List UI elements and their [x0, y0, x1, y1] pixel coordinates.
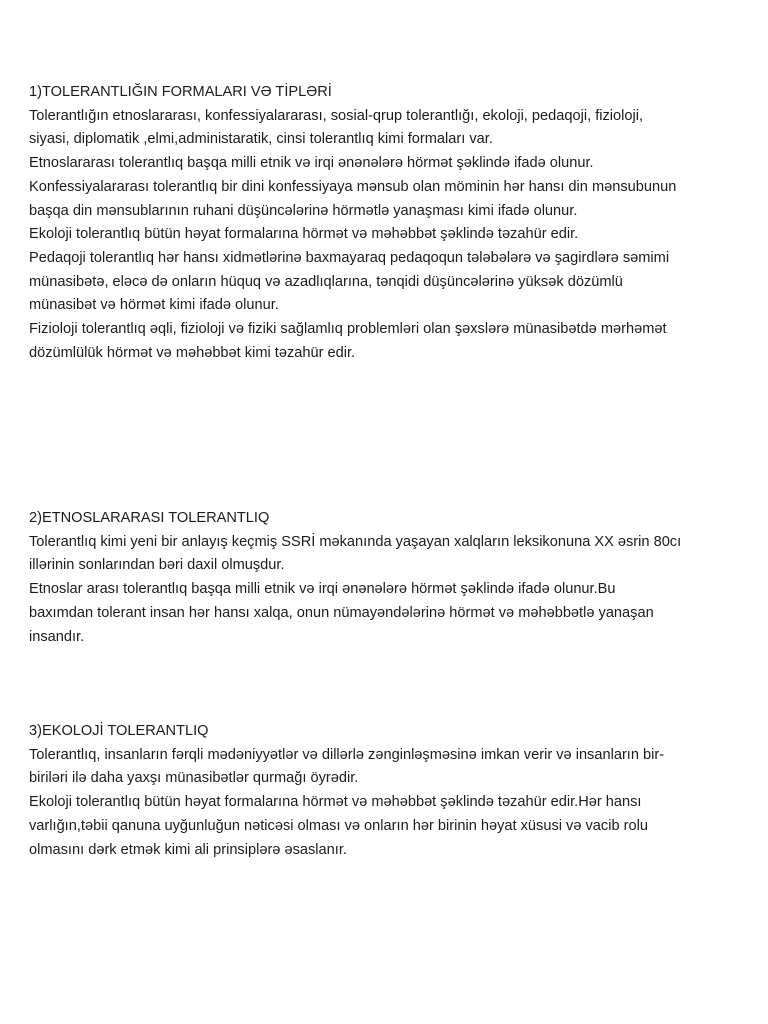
- paragraph-line: siyasi, diplomatik ,elmi,administaratik, cinsi tolerantlıq kimi formaları var.: [29, 131, 493, 148]
- paragraph-line: insandır.: [29, 628, 85, 645]
- section-ecological-tolerance: [29, 720, 744, 862]
- paragraph-line: münasibətə, eləcə də onların hüquq və azadlıqlarına, tənqidi düşüncələrinə yüksək dözümlü: [29, 273, 623, 290]
- section-heading: 3)EKOLOJİ TOLERANTLIQ: [29, 723, 209, 739]
- paragraph-line: Tolerantlıq kimi yeni bir anlayış keçmiş SSRİ məkanında yaşayan xalqların leksikonuna XX əsrin 80cı: [29, 533, 682, 550]
- paragraph-line: baxımdan tolerant insan hər hansı xalqa, onun nümayəndələrinə hörmət və məhəbbətlə yanaşan: [29, 604, 654, 621]
- paragraph-line: dözümlülük hörmət və məhəbbət kimi təzahür edir.: [29, 344, 356, 361]
- section-heading: 1)TOLERANTLIĞIN FORMALARI VƏ TİPLƏRİ: [29, 84, 332, 100]
- paragraph-line: Tolerantlığın etnoslararası, konfessiyalararası, sosial-qrup tolerantlığı, ekoloji, pedaqoji, fizioloji,: [29, 107, 644, 124]
- paragraph-line: başqa din mənsublarının ruhani düşüncələrinə hörmətlə yanaşması kimi ifadə olunur.: [29, 202, 578, 219]
- paragraph-line: Etnoslararası tolerantlıq başqa milli etnik və irqi ənənələrə hörmət şəklində ifadə olunur.: [29, 155, 594, 172]
- paragraph-line: Fizioloji tolerantlıq əqli, fizioloji və fiziki sağlamlıq problemləri olan şəxslərə münasibətdə mərhəmət: [29, 321, 667, 338]
- paragraph-line: varlığın,təbii qanuna uyğunluğun nəticəsi olması və onların hər birinin həyat xüsusi və vacib rolu: [29, 817, 648, 834]
- paragraph-line: Ekoloji tolerantlıq bütün həyat formalarına hörmət və məhəbbət şəklində təzahür edir.Hər hansı: [29, 794, 642, 811]
- paragraph-line: birilәri ilə daha yaxşı münasibətlər qurmağı öyrədir.: [29, 770, 359, 787]
- section-heading: 2)ETNOSLARARASI TOLERANTLIQ: [29, 510, 270, 526]
- paragraph-line: Tolerantlıq, insanların fərqli mədəniyyətlər və dillərlə zənginləşməsinə imkan verir və insanların bir-: [29, 746, 665, 763]
- paragraph-line: Pedaqoji tolerantlıq hər hansı xidmətlərinə baxmayaraq pedaqoqun tələbələrə və şagirdlərə səmimi: [29, 249, 670, 266]
- paragraph-line: Konfessiyalararası tolerantlıq bir dini konfessiyaya mənsub olan möminin hər hansı din mənsubunun: [29, 178, 677, 195]
- paragraph-line: olmasını dərk etmək kimi ali prinsiplərə əsaslanır.: [29, 841, 347, 858]
- section-tolerance-forms: [29, 81, 744, 365]
- paragraph-line: münasibət və hörmət kimi ifadə olunur.: [29, 297, 279, 314]
- paragraph-line: illərinin sonlarından bəri daxil olmuşdur.: [29, 557, 285, 574]
- paragraph-line: Ekoloji tolerantlıq bütün həyat formalarına hörmət və məhəbbət şəklində təzahür edir.: [29, 226, 579, 243]
- section-interethnic-tolerance: [29, 507, 744, 649]
- paragraph-line: Etnoslar arası tolerantlıq başqa milli etnik və irqi ənənələrə hörmət şəklində ifadə olunur.Bu: [29, 581, 616, 598]
